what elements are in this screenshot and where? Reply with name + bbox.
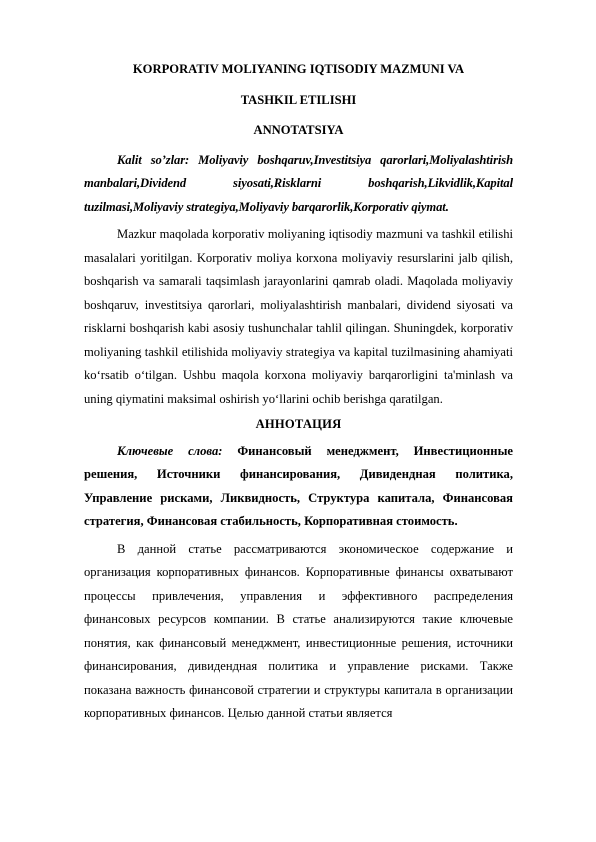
uz-abstract-heading: ANNOTATSIYA <box>253 123 344 137</box>
uz-keywords-text: Moliyaviy boshqaruv,Investitsiya qarorlari,Moliyalashtirish manbalari,Dividend siyosati,Risklarni boshqarish,Likvidlik,Kapital tuzilmasi,Moliyaviy strategiya,Moliyaviy barqarorlik,Korporativ qiymat. <box>84 152 513 214</box>
paper-title-line-1: KORPORATIV MOLIYANING IQTISODIY MAZMUNI VA <box>132 62 465 76</box>
ru-keywords-label: Ключевые слова: <box>117 443 223 458</box>
ru-keywords <box>84 440 513 534</box>
ru-keywords-text: Финансовый менеджмент, Инвестиционные решения, Источники финансирования, Дивидендная политика, Управление рисками, Ликвидность, Структура капитала, Финансовая стратегия, Финансовая стабильность, Корпоративная стоимость. <box>84 443 513 528</box>
uz-keywords-label: Kalit so’zlar: <box>117 152 190 167</box>
document-page <box>84 58 513 726</box>
ru-abstract-body: В данной статье рассматриваются экономическое содержание и организация корпоративных финансов. Корпоративные финансы охватывают процессы привлечения, управления и эффективного распределения финансовых ресурсов компании. В статье анализируются такие ключевые понятия, как финансовый менеджмент, инвестиционные решения, источники финансирования, дивидендная политика и управление рисками. Также показана важность финансовой стратегии и структуры капитала в организации корпоративных финансов. Целью данной статьи является <box>84 541 513 720</box>
uz-keywords <box>84 149 513 220</box>
uz-abstract-body: Mazkur maqolada korporativ moliyaning iqtisodiy mazmuni va tashkil etilishi masalalari yoritilgan. Korporativ moliya korxona moliyaviy resurslarini jalb qilish, boshqarish va samarali taqsimlash jarayonlarini qamrab oladi. Maqolada moliyaviy boshqaruv, investitsiya qarorlari, moliyalashtirish manbalari, dividend siyosati va risklarni boshqarish kabi asosiy tushunchalar tahlil qilingan. Shuningdek, korporativ moliyaning tashkil etilishida moliyaviy strategiya va kapital tuzilmasining ahamiyati ko‘rsatib o‘tilgan. Ushbu maqola korxona moliyaviy barqarorligini ta'minlash va uning qiymatini maksimal oshirish yo‘llarini ochib berishga qaratilgan. <box>84 227 513 406</box>
ru-abstract-heading: АННОТАЦИЯ <box>255 417 342 431</box>
paper-title-line-2: TASHKIL ETILISHI <box>240 92 357 107</box>
